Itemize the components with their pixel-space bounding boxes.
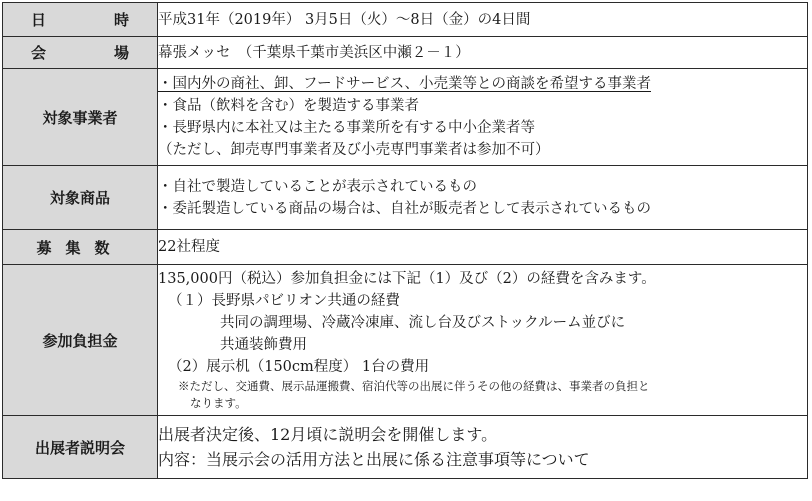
target-business-note: （ただし、卸売専門事業者及び小売専門事業者は参加不可）	[158, 142, 550, 158]
value-target-businesses	[158, 69, 808, 166]
table-row-target-businesses	[3, 69, 808, 166]
table-row-target-products	[3, 166, 808, 230]
label-target-products: 対象商品	[3, 166, 158, 230]
target-product-item-1: ・自社で製造していることが表示されているもの	[158, 178, 477, 195]
briefing-schedule: 出展者決定後、12月頃に説明会を開催します。	[158, 425, 498, 444]
table-row-date	[3, 3, 808, 37]
label-recruitment: 募集数	[3, 230, 158, 265]
label-venue-part1: 会	[31, 44, 47, 62]
label-date-part2: 時	[113, 11, 129, 29]
value-date	[158, 3, 808, 37]
exhibition-info-table	[2, 2, 808, 479]
recruitment-text: 22社程度	[158, 239, 220, 255]
label-venue	[3, 37, 158, 69]
label-date	[3, 3, 158, 37]
table-row-venue	[3, 37, 808, 69]
fee-note-cont: なります。	[190, 396, 247, 410]
label-target-businesses: 対象事業者	[3, 69, 158, 166]
label-date-part1: 日	[31, 11, 47, 29]
target-business-item-2: ・食品（飲料を含む）を製造する事業者	[158, 98, 419, 114]
briefing-content: 内容：当展示会の活用方法と出展に係る注意事項等について	[158, 450, 590, 469]
target-product-item-2: ・委託製造している商品の場合は、自社が販売者として表示されているもの	[158, 200, 651, 217]
fee-item-1-title: （１）長野県パビリオン共通の経費	[168, 293, 400, 309]
target-business-item-3: ・長野県内に本社又は主たる事業所を有する中小企業者等	[158, 120, 535, 136]
fee-item-1-detail: 共同の調理場、冷蔵冷凍庫、流し台及びストックルーム並びに	[220, 315, 626, 331]
fee-summary: 135,000円（税込）参加負担金には下記（1）及び（2）の経費を含みます。	[158, 271, 656, 287]
value-briefing	[158, 416, 808, 479]
table-row-fee	[3, 265, 808, 416]
target-business-item-1: ・国内外の商社、卸、フードサービス、小売業等との商談を希望する事業者	[158, 76, 651, 92]
value-venue	[158, 37, 808, 69]
fee-item-2-title: （2）展示机（150cm程度） 1台の費用	[168, 359, 430, 375]
table-row-recruitment	[3, 230, 808, 265]
value-target-products	[158, 166, 808, 230]
table-row-briefing	[3, 416, 808, 479]
label-fee: 参加負担金	[3, 265, 158, 416]
value-fee	[158, 265, 808, 416]
value-recruitment	[158, 230, 808, 265]
date-text: 平成31年（2019年） 3月5日（火）～8日（金）の4日間	[158, 11, 531, 28]
label-briefing: 出展者説明会	[3, 416, 158, 479]
venue-text: 幕張メッセ （千葉県千葉市美浜区中瀬２－１）	[158, 44, 470, 61]
fee-note: ※ただし、交通費、展示品運搬費、宿泊代等の出展に伴うその他の経費は、事業者の負担と	[178, 379, 650, 393]
fee-item-1-detail-cont: 共通装飾費用	[220, 337, 307, 353]
label-venue-part2: 場	[113, 44, 129, 62]
